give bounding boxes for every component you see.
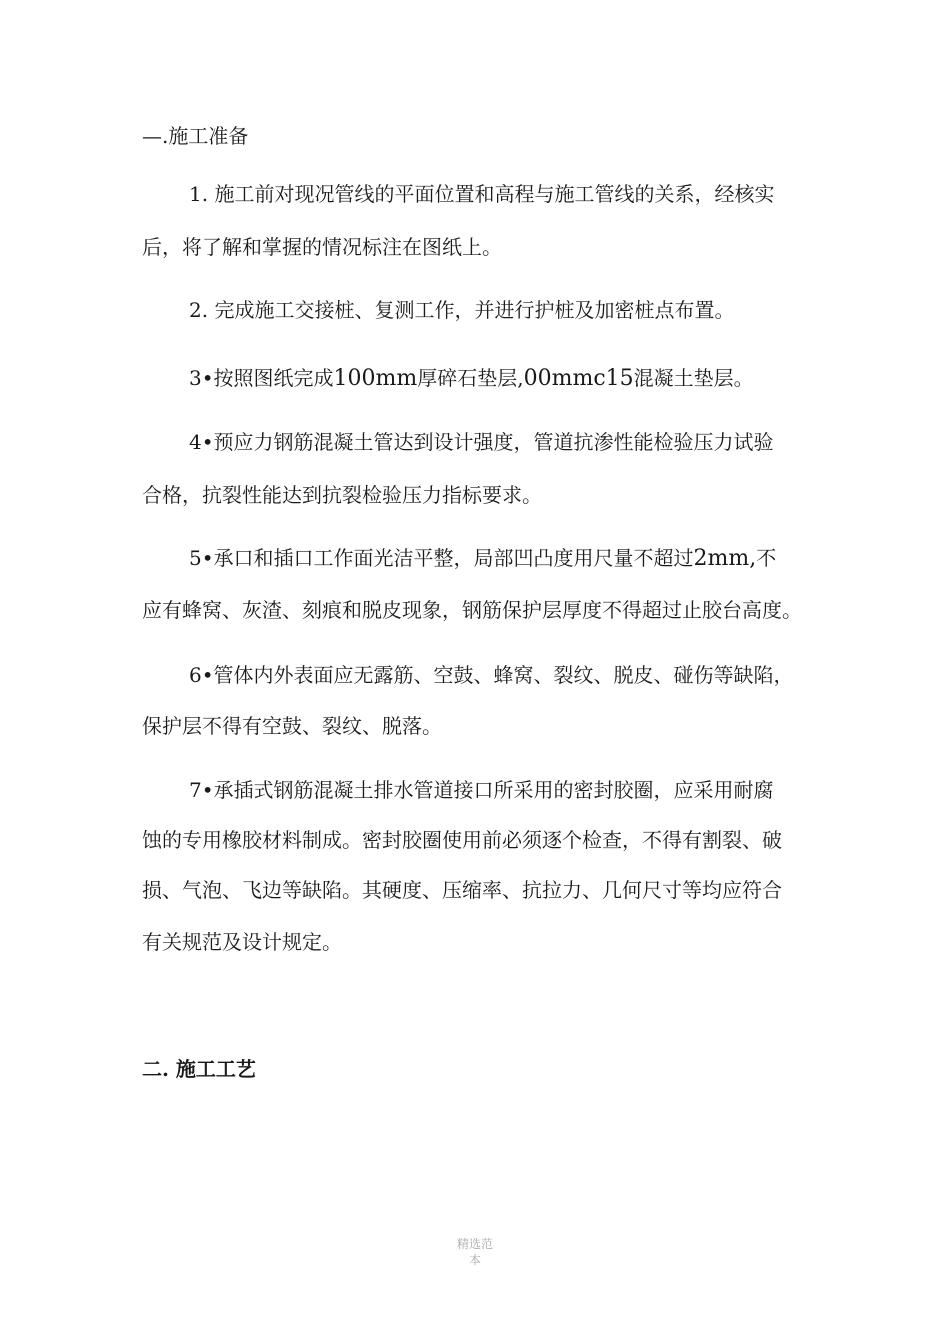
item-3-line-1 bbox=[189, 364, 754, 393]
item-3-thickness-2: 00mmc15 bbox=[523, 366, 634, 391]
item-7-line-3: 损、气泡、飞边等缺陷。其硬度、压缩率、抗拉力、几何尺寸等均应符合 bbox=[142, 878, 782, 902]
item-7-line-1: 7•承插式钢筋混凝土排水管道接口所采用的密封胶圈，应采用耐腐 bbox=[189, 778, 774, 802]
item-1-line-1: 1. 施工前对现况管线的平面位置和高程与施工管线的关系，经核实 bbox=[189, 182, 775, 206]
item-3-text-c: 混凝土垫层。 bbox=[633, 366, 754, 390]
item-5-text-b: 不 bbox=[756, 546, 777, 570]
item-2-line-1: 2. 完成施工交接桩、复测工作，并进行护桩及加密桩点布置。 bbox=[189, 298, 735, 322]
section-heading-process: 二. 施工工艺 bbox=[142, 1057, 256, 1081]
item-4-line-1: 4•预应力钢筋混凝土管达到设计强度，管道抗渗性能检验压力试验 bbox=[189, 430, 774, 454]
item-7-line-4: 有关规范及设计规定。 bbox=[142, 930, 342, 954]
footer-line-2: 本 bbox=[468, 1253, 481, 1267]
footer-line-1: 精选范 bbox=[456, 1237, 493, 1251]
footer-watermark bbox=[440, 1236, 510, 1268]
item-5-line-1 bbox=[189, 544, 776, 573]
item-5-value: 2mm, bbox=[693, 546, 757, 571]
item-6-line-2: 保护层不得有空鼓、裂纹、脱落。 bbox=[142, 714, 442, 738]
item-3-text-a: 3•按照图纸完成 bbox=[189, 366, 334, 390]
item-5-text-a: 5•承口和插口工作面光洁平整，局部凹凸度用尺量不超过 bbox=[189, 546, 694, 570]
item-3-text-b: 厚碎石垫层, bbox=[417, 366, 524, 390]
item-4-line-2: 合格，抗裂性能达到抗裂检验压力指标要求。 bbox=[142, 483, 542, 507]
item-7-line-2: 蚀的专用橡胶材料制成。密封胶圈使用前必须逐个检查，不得有割裂、破 bbox=[142, 828, 782, 852]
item-5-line-2: 应有蜂窝、灰渣、刻痕和脱皮现象，钢筋保护层厚度不得超过止胶台高度。 bbox=[142, 598, 802, 622]
item-3-thickness-1: 100mm bbox=[333, 366, 418, 391]
item-1-line-2: 后，将了解和掌握的情况标注在图纸上。 bbox=[142, 235, 502, 259]
section-heading-preparation: —.施工准备 bbox=[142, 124, 249, 148]
item-6-line-1: 6•管体内外表面应无露筋、空鼓、蜂窝、裂纹、脱皮、碰伤等缺陷， bbox=[189, 663, 794, 687]
